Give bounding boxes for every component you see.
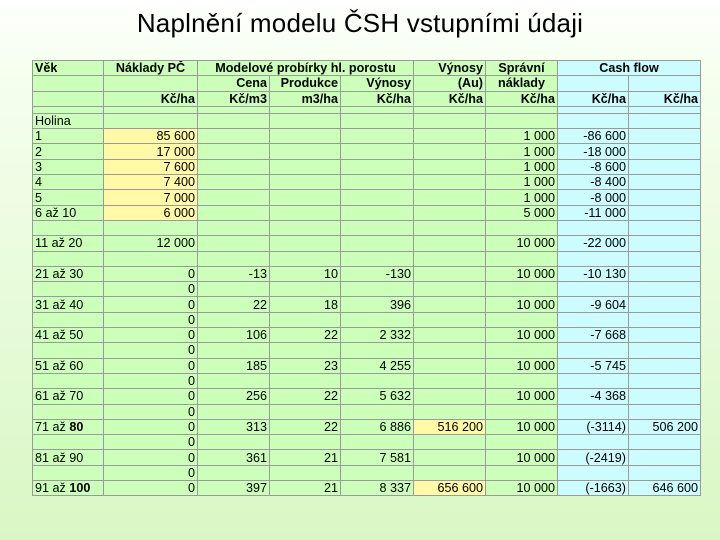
- au-cell: [414, 373, 486, 388]
- cena-cell: [198, 251, 270, 266]
- table-row: [33, 419, 701, 434]
- cena-cell: [198, 205, 270, 220]
- au-cell: [414, 389, 486, 404]
- sn-cell: 1 000: [486, 159, 558, 174]
- age-cell: [33, 358, 104, 373]
- cf1-cell: -18 000: [558, 144, 629, 159]
- prod-cell: [270, 144, 341, 159]
- header-cell: [629, 76, 701, 91]
- vyn-cell: -130: [341, 266, 414, 281]
- cena-cell: [198, 144, 270, 159]
- au-cell: [414, 465, 486, 480]
- header-cell: [558, 76, 629, 91]
- cena-cell: 313: [198, 419, 270, 434]
- cf2-cell: [629, 236, 701, 251]
- prod-cell: 21: [270, 450, 341, 465]
- table-row: [33, 266, 701, 281]
- prod-cell: 10: [270, 266, 341, 281]
- np-cell: [104, 113, 198, 128]
- table-row: [33, 389, 701, 404]
- table-row: [33, 404, 701, 419]
- table-row: [33, 435, 701, 450]
- sn-cell: 1 000: [486, 190, 558, 205]
- age-label: 5: [35, 190, 43, 205]
- sn-cell: [486, 312, 558, 327]
- table-row: [33, 129, 701, 144]
- cena-cell: [198, 175, 270, 190]
- np-cell: 0: [104, 465, 198, 480]
- vyn-cell: 7 581: [341, 450, 414, 465]
- table-row: [33, 450, 701, 465]
- prod-cell: [270, 236, 341, 251]
- vyn-cell: [341, 190, 414, 205]
- age-cell: [33, 481, 104, 496]
- au-cell: [414, 266, 486, 281]
- header-cell: [33, 76, 104, 91]
- data-table-wrapper: [32, 60, 700, 496]
- cena-cell: 22: [198, 297, 270, 312]
- table-row: [33, 481, 701, 496]
- vyn-cell: 4 255: [341, 358, 414, 373]
- age-cell: [33, 419, 104, 434]
- cf1-cell: -7 668: [558, 328, 629, 343]
- au-cell: [414, 297, 486, 312]
- cena-cell: [198, 113, 270, 128]
- cf1-cell: [558, 404, 629, 419]
- header-unit: Kč/ha: [341, 91, 414, 106]
- age-label: 4: [35, 175, 43, 190]
- header-unit: m3/ha: [270, 91, 341, 106]
- sn-cell: [486, 282, 558, 297]
- np-cell: 12 000: [104, 236, 198, 251]
- cf2-cell: [629, 282, 701, 297]
- header-vynosy-sub: Výnosy: [341, 76, 414, 91]
- np-cell: 0: [104, 389, 198, 404]
- cf1-cell: [558, 343, 629, 358]
- cf1-cell: -9 604: [558, 297, 629, 312]
- cf2-cell: [629, 266, 701, 281]
- prod-cell: [270, 465, 341, 480]
- age-label: 71 až: [35, 419, 70, 434]
- cf2-cell: [629, 205, 701, 220]
- header-unit: Kč/ha: [414, 91, 486, 106]
- cf2-cell: [629, 190, 701, 205]
- table-row: [33, 297, 701, 312]
- age-label-bold: 100: [69, 481, 91, 496]
- age-cell: [33, 282, 104, 297]
- cf1-cell: [558, 220, 629, 235]
- cf1-cell: [558, 282, 629, 297]
- np-cell: 6 000: [104, 205, 198, 220]
- age-cell: [33, 389, 104, 404]
- table-row: [33, 144, 701, 159]
- au-cell: [414, 205, 486, 220]
- cf2-cell: [629, 450, 701, 465]
- prod-cell: [270, 282, 341, 297]
- cf1-cell: [558, 113, 629, 128]
- age-label-bold: 80: [69, 419, 84, 434]
- cf1-cell: -8 600: [558, 159, 629, 174]
- table-row: [33, 190, 701, 205]
- cf2-cell: [629, 113, 701, 128]
- np-cell: 0: [104, 328, 198, 343]
- np-cell: 7 400: [104, 175, 198, 190]
- sn-cell: [486, 404, 558, 419]
- cf2-cell: [629, 175, 701, 190]
- cena-cell: 397: [198, 481, 270, 496]
- sn-cell: 10 000: [486, 419, 558, 434]
- vyn-cell: 396: [341, 297, 414, 312]
- np-cell: 0: [104, 435, 198, 450]
- header-cell: [33, 91, 104, 106]
- prod-cell: [270, 343, 341, 358]
- np-cell: 7 000: [104, 190, 198, 205]
- table-row: [33, 251, 701, 266]
- cena-cell: [198, 312, 270, 327]
- cf1-cell: -11 000: [558, 205, 629, 220]
- au-cell: [414, 404, 486, 419]
- vyn-cell: [341, 220, 414, 235]
- au-cell: [414, 282, 486, 297]
- vyn-cell: [341, 312, 414, 327]
- vyn-cell: 6 886: [341, 419, 414, 434]
- table-row: [33, 282, 701, 297]
- header-naklady: náklady: [486, 76, 558, 91]
- cf1-cell: -8 000: [558, 190, 629, 205]
- prod-cell: [270, 190, 341, 205]
- cf2-cell: [629, 435, 701, 450]
- cf1-cell: (-2419): [558, 450, 629, 465]
- table-row: [33, 175, 701, 190]
- header-cena: Cena: [198, 76, 270, 91]
- cena-cell: [198, 373, 270, 388]
- header-naklady-pc: Náklady PČ: [104, 61, 198, 76]
- table-row: [33, 328, 701, 343]
- sn-cell: 10 000: [486, 236, 558, 251]
- au-cell: [414, 312, 486, 327]
- age-label: 91 až: [35, 481, 70, 496]
- vyn-cell: [341, 282, 414, 297]
- vyn-cell: [341, 435, 414, 450]
- cena-cell: [198, 282, 270, 297]
- cena-cell: [198, 236, 270, 251]
- age-cell: [33, 435, 104, 450]
- age-label: 21 až 30: [35, 267, 84, 281]
- vyn-cell: [341, 373, 414, 388]
- cf2-cell: [629, 251, 701, 266]
- vyn-cell: [341, 144, 414, 159]
- cf1-cell: -5 745: [558, 358, 629, 373]
- vyn-cell: [341, 175, 414, 190]
- age-cell: [33, 251, 104, 266]
- sn-cell: [486, 435, 558, 450]
- header-produkce: Produkce: [270, 76, 341, 91]
- header-au: (Au): [414, 76, 486, 91]
- age-label: 11 až 20: [35, 236, 83, 251]
- age-label: 51 až 60: [35, 358, 84, 373]
- au-cell: [414, 113, 486, 128]
- au-cell: [414, 144, 486, 159]
- cena-cell: [198, 404, 270, 419]
- cf2-cell: 646 600: [629, 481, 701, 496]
- np-cell: 0: [104, 343, 198, 358]
- vyn-cell: [341, 236, 414, 251]
- cena-cell: 106: [198, 328, 270, 343]
- header-modelove-probirky: Modelové probírky hl. porostu: [198, 61, 414, 76]
- age-label: 81 až 90: [35, 450, 84, 465]
- vyn-cell: [341, 251, 414, 266]
- vyn-cell: [341, 343, 414, 358]
- header-row-2: [33, 76, 701, 91]
- sn-cell: 10 000: [486, 358, 558, 373]
- header-unit: Kč/ha: [486, 91, 558, 106]
- cena-cell: [198, 129, 270, 144]
- age-cell: [33, 297, 104, 312]
- np-cell: [104, 251, 198, 266]
- age-cell: [33, 312, 104, 327]
- prod-cell: 23: [270, 358, 341, 373]
- age-cell: [33, 404, 104, 419]
- header-unit: Kč/ha: [104, 91, 198, 106]
- np-cell: 0: [104, 297, 198, 312]
- age-label: 6 až 10: [35, 205, 77, 220]
- age-cell: [33, 205, 104, 220]
- sn-cell: 10 000: [486, 481, 558, 496]
- prod-cell: [270, 220, 341, 235]
- np-cell: 0: [104, 419, 198, 434]
- sn-cell: [486, 373, 558, 388]
- sn-cell: 10 000: [486, 266, 558, 281]
- cf2-cell: [629, 343, 701, 358]
- cf1-cell: [558, 251, 629, 266]
- header-age: Věk: [33, 61, 104, 76]
- age-cell: [33, 129, 104, 144]
- age-label: 3: [35, 159, 43, 174]
- au-cell: [414, 328, 486, 343]
- np-cell: 0: [104, 404, 198, 419]
- sn-cell: [486, 343, 558, 358]
- cf2-cell: [629, 297, 701, 312]
- cf1-cell: -10 130: [558, 266, 629, 281]
- vyn-cell: 8 337: [341, 481, 414, 496]
- age-cell: [33, 236, 104, 251]
- cf1-cell: -4 368: [558, 389, 629, 404]
- cf1-cell: (-3114): [558, 419, 629, 434]
- vyn-cell: [341, 404, 414, 419]
- au-cell: [414, 175, 486, 190]
- cf1-cell: -86 600: [558, 129, 629, 144]
- au-cell: [414, 220, 486, 235]
- cf2-cell: [629, 328, 701, 343]
- age-cell: [33, 175, 104, 190]
- age-cell: [33, 190, 104, 205]
- au-cell: [414, 358, 486, 373]
- sn-cell: 10 000: [486, 297, 558, 312]
- age-cell: [33, 373, 104, 388]
- sn-cell: [486, 465, 558, 480]
- table-row: [33, 465, 701, 480]
- header-vynosy: Výnosy: [414, 61, 486, 76]
- cf2-cell: 506 200: [629, 419, 701, 434]
- cena-cell: 256: [198, 389, 270, 404]
- np-cell: 0: [104, 481, 198, 496]
- table-row: [33, 113, 701, 128]
- vyn-cell: [341, 205, 414, 220]
- age-label: 41 až 50: [35, 328, 84, 343]
- header-unit: Kč/ha: [629, 91, 701, 106]
- np-cell: 0: [104, 312, 198, 327]
- cena-cell: 185: [198, 358, 270, 373]
- table-row: [33, 358, 701, 373]
- np-cell: 0: [104, 266, 198, 281]
- np-cell: 0: [104, 282, 198, 297]
- age-label: 2: [35, 144, 43, 159]
- cf1-cell: [558, 435, 629, 450]
- vyn-cell: 2 332: [341, 328, 414, 343]
- prod-cell: [270, 435, 341, 450]
- prod-cell: 22: [270, 328, 341, 343]
- cena-cell: [198, 159, 270, 174]
- age-cell: [33, 450, 104, 465]
- au-cell: [414, 435, 486, 450]
- cf2-cell: [629, 465, 701, 480]
- cf1-cell: [558, 465, 629, 480]
- cf2-cell: [629, 358, 701, 373]
- prod-cell: [270, 175, 341, 190]
- au-cell: [414, 236, 486, 251]
- prod-cell: [270, 312, 341, 327]
- header-cash-flow: Cash flow: [558, 61, 701, 76]
- np-cell: 17 000: [104, 144, 198, 159]
- header-cell: [104, 76, 198, 91]
- table-row: [33, 159, 701, 174]
- au-cell: [414, 129, 486, 144]
- sn-cell: [486, 220, 558, 235]
- prod-cell: [270, 373, 341, 388]
- cf2-cell: [629, 312, 701, 327]
- sn-cell: 1 000: [486, 175, 558, 190]
- cf1-cell: (-1663): [558, 481, 629, 496]
- header-unit: Kč/m3: [198, 91, 270, 106]
- age-label: 1: [35, 129, 43, 144]
- sn-cell: 10 000: [486, 450, 558, 465]
- prod-cell: [270, 404, 341, 419]
- prod-cell: 22: [270, 389, 341, 404]
- vyn-cell: [341, 129, 414, 144]
- cena-cell: -13: [198, 266, 270, 281]
- cf1-cell: -22 000: [558, 236, 629, 251]
- au-cell: [414, 450, 486, 465]
- cf1-cell: -8 400: [558, 175, 629, 190]
- age-cell: [33, 266, 104, 281]
- table-row: [33, 312, 701, 327]
- prod-cell: [270, 205, 341, 220]
- table-row: [33, 343, 701, 358]
- age-cell: [33, 343, 104, 358]
- prod-cell: 22: [270, 419, 341, 434]
- cf2-cell: [629, 220, 701, 235]
- header-row-1: [33, 61, 701, 76]
- header-row-3: [33, 91, 701, 106]
- cena-cell: [198, 465, 270, 480]
- cf2-cell: [629, 373, 701, 388]
- cena-cell: [198, 435, 270, 450]
- sn-cell: 5 000: [486, 205, 558, 220]
- vyn-cell: [341, 159, 414, 174]
- sn-cell: [486, 251, 558, 266]
- prod-cell: 21: [270, 481, 341, 496]
- age-cell: [33, 328, 104, 343]
- np-cell: [104, 220, 198, 235]
- au-cell: [414, 343, 486, 358]
- data-table: [32, 60, 701, 496]
- cena-cell: 361: [198, 450, 270, 465]
- cf2-cell: [629, 389, 701, 404]
- sn-cell: 10 000: [486, 389, 558, 404]
- header-spravni: Správní: [486, 61, 558, 76]
- np-cell: 7 600: [104, 159, 198, 174]
- cf2-cell: [629, 404, 701, 419]
- vyn-cell: 5 632: [341, 389, 414, 404]
- age-cell: [33, 159, 104, 174]
- prod-cell: [270, 113, 341, 128]
- prod-cell: [270, 251, 341, 266]
- np-cell: 0: [104, 358, 198, 373]
- header-unit: Kč/ha: [558, 91, 629, 106]
- age-cell: [33, 113, 104, 128]
- age-cell: [33, 144, 104, 159]
- table-row: [33, 373, 701, 388]
- age-label: 61 až 70: [35, 389, 84, 404]
- cf2-cell: [629, 129, 701, 144]
- age-label: 31 až 40: [35, 297, 84, 312]
- vyn-cell: [341, 113, 414, 128]
- sn-cell: 1 000: [486, 129, 558, 144]
- au-cell: [414, 159, 486, 174]
- prod-cell: [270, 129, 341, 144]
- au-cell: [414, 251, 486, 266]
- cf1-cell: [558, 312, 629, 327]
- prod-cell: 18: [270, 297, 341, 312]
- table-row: [33, 236, 701, 251]
- age-cell: [33, 465, 104, 480]
- cena-cell: [198, 343, 270, 358]
- page-title: Naplnění modelu ČSH vstupními údaji: [136, 8, 584, 38]
- age-cell: [33, 220, 104, 235]
- au-cell: 516 200: [414, 419, 486, 434]
- sn-cell: 10 000: [486, 328, 558, 343]
- cf2-cell: [629, 144, 701, 159]
- cf2-cell: [629, 159, 701, 174]
- np-cell: 0: [104, 373, 198, 388]
- au-cell: 656 600: [414, 481, 486, 496]
- sn-cell: 1 000: [486, 144, 558, 159]
- sn-cell: [486, 113, 558, 128]
- cf1-cell: [558, 373, 629, 388]
- spacer-row: [33, 106, 701, 113]
- cena-cell: [198, 220, 270, 235]
- au-cell: [414, 190, 486, 205]
- prod-cell: [270, 159, 341, 174]
- cena-cell: [198, 190, 270, 205]
- table-row: [33, 220, 701, 235]
- age-label: Holina: [35, 114, 71, 129]
- vyn-cell: [341, 465, 414, 480]
- np-cell: 0: [104, 450, 198, 465]
- np-cell: 85 600: [104, 129, 198, 144]
- table-row: [33, 205, 701, 220]
